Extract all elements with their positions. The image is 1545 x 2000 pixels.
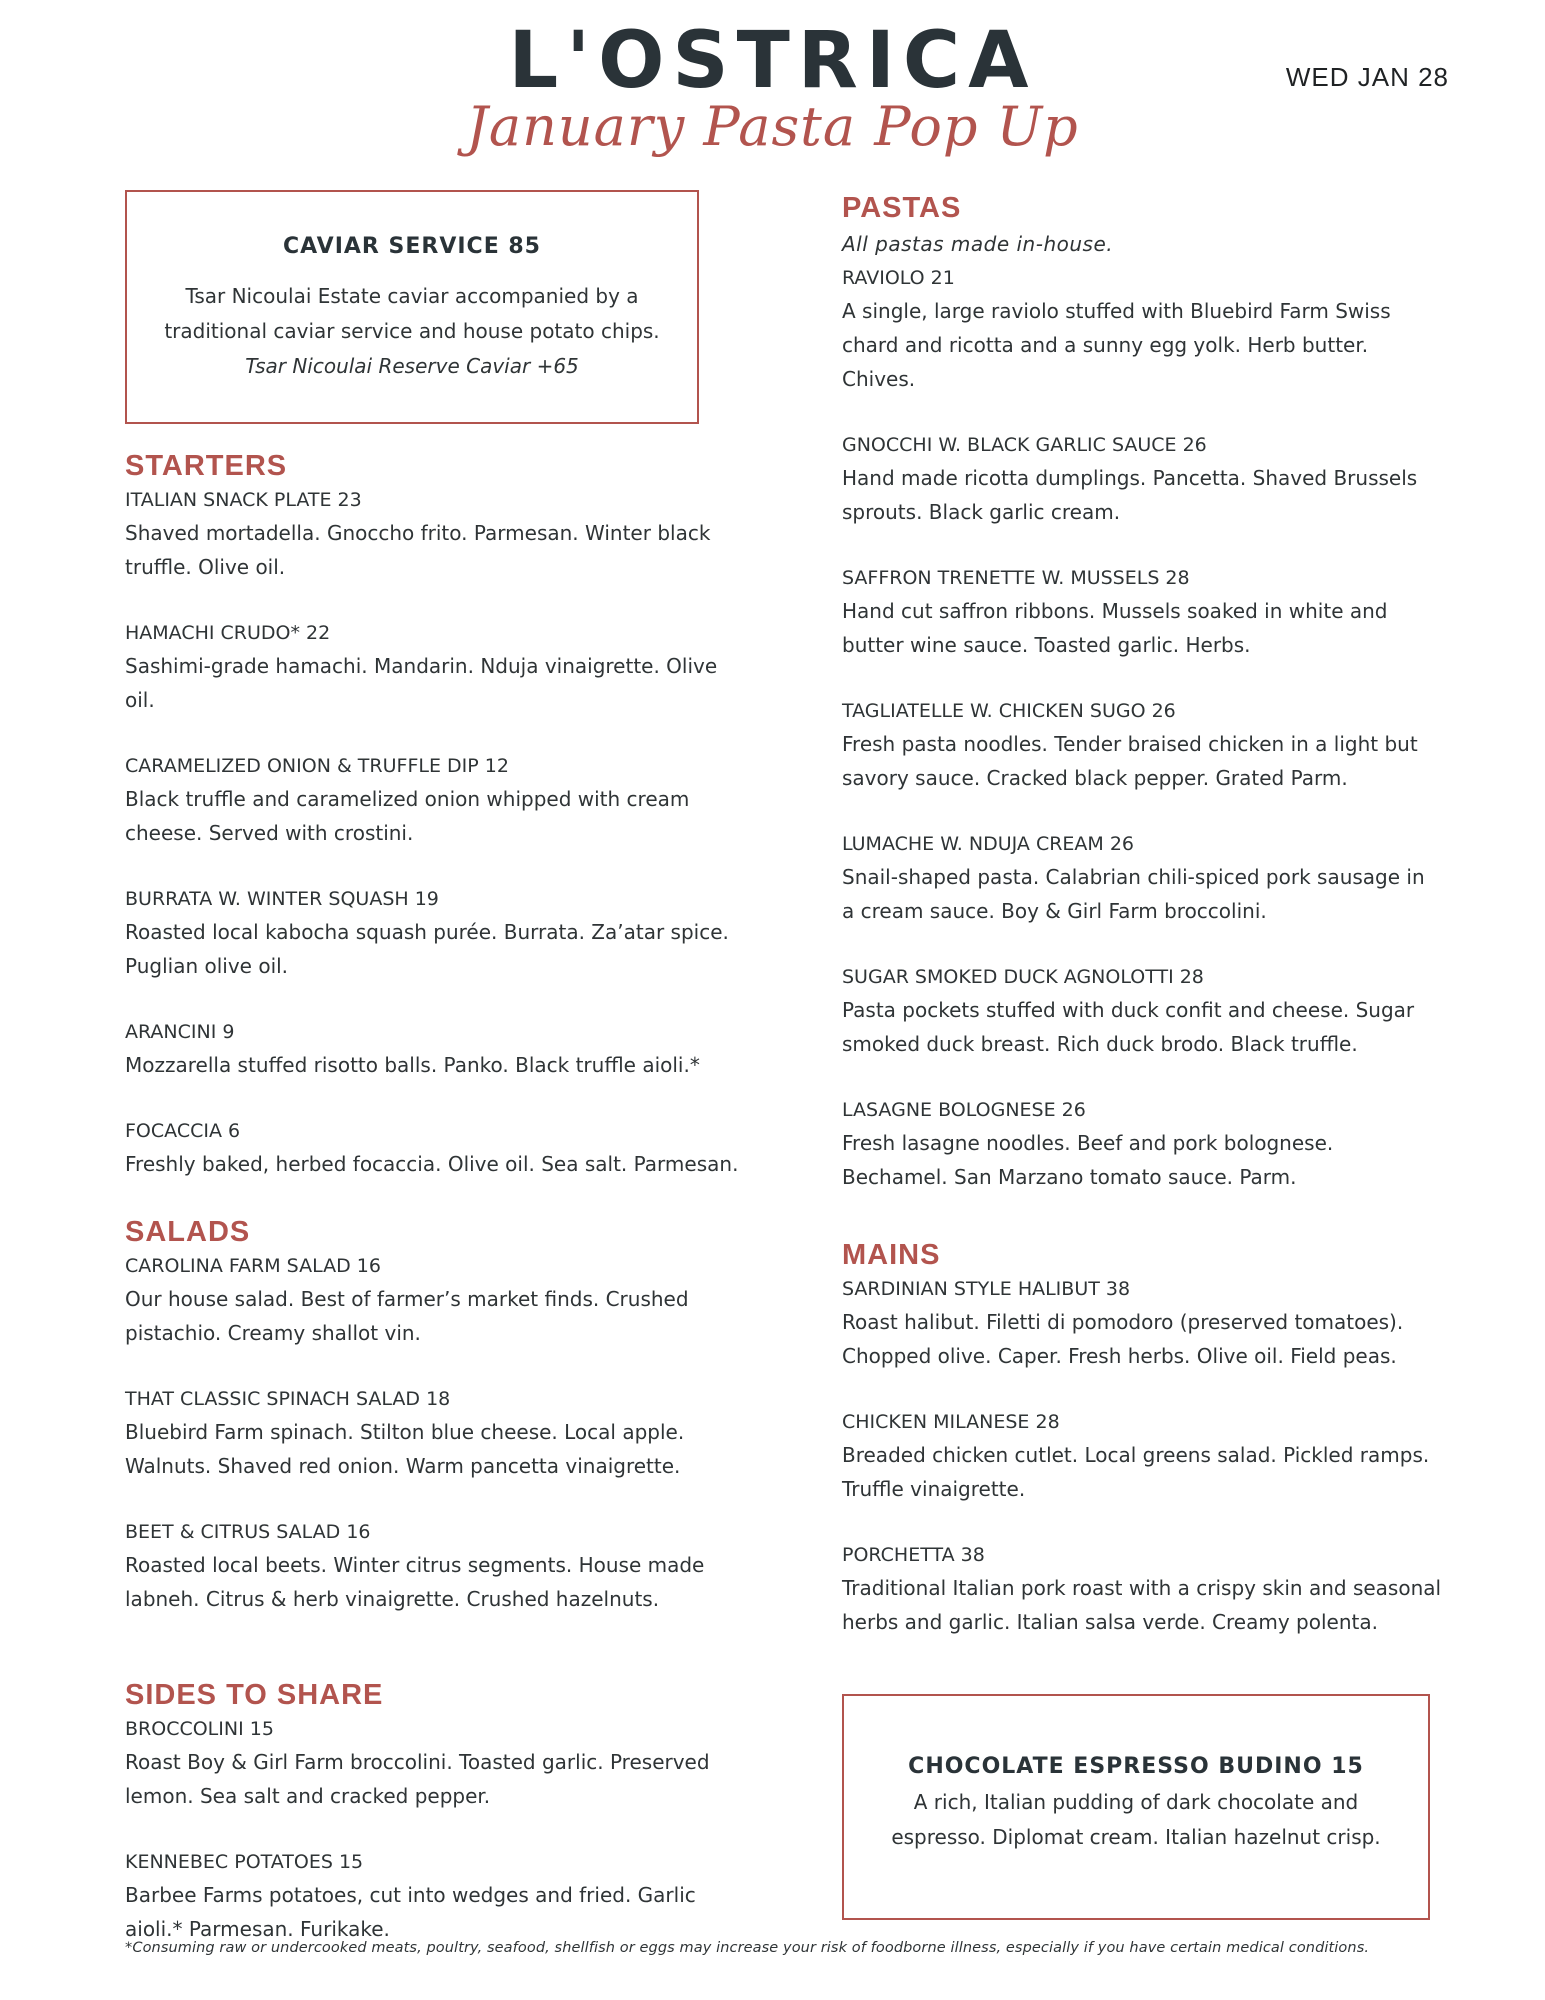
item-description: Breaded chicken cutlet. Local greens salad. Pickled ramps. Truffle vinaigrette. [842,1443,1430,1501]
menu-subtitle: January Pasta Pop Up [466,95,1079,158]
menu-item [842,1539,1442,1639]
menu-item [842,429,1442,529]
menu-item [842,1273,1442,1373]
dessert-title: CHOCOLATE ESPRESSO BUDINO 15 [908,1754,1364,1779]
menu-item [125,1250,745,1350]
menu-item [125,1115,745,1181]
menu-item [125,617,745,717]
item-name: KENNEBEC POTATOES 15 [125,1851,364,1873]
section-title-starters: STARTERS [125,450,288,482]
item-description: Roasted local kabocha squash purée. Burrata. Za’atar spice. Puglian olive oil. [125,920,729,978]
item-name: SUGAR SMOKED DUCK AGNOLOTTI 28 [842,966,1204,988]
pastas-note: All pastas made in-house. [842,232,1114,256]
foodborne-illness-disclaimer: *Consuming raw or undercooked meats, poultry, seafood, shellfish or eggs may increase your risk of foodborne illness, especially if you have certain medical conditions. [125,1940,1370,1956]
starters-list [125,484,745,1181]
section-title-pastas: PASTAS [842,192,962,224]
menu-item [125,1846,745,1946]
menu-item [125,883,745,983]
item-description: Hand made ricotta dumplings. Pancetta. Shaved Brussels sprouts. Black garlic cream. [842,466,1418,524]
menu-item [125,484,745,584]
item-description: Bluebird Farm spinach. Stilton blue cheese. Local apple. Walnuts. Shaved red onion. Warm pancetta vinaigrette. [125,1420,685,1478]
menu-header [0,0,1545,190]
item-description: Pasta pockets stuffed with duck confit and cheese. Sugar smoked duck breast. Rich duck brodo. Black truffle. [842,998,1415,1056]
section-title-sides: SIDES TO SHARE [125,1679,384,1711]
item-name: CHICKEN MILANESE 28 [842,1411,1060,1433]
caviar-description: Tsar Nicoulai Estate caviar accompanied by a traditional caviar service and house potato chips. [164,284,660,343]
item-name: RAVIOLO 21 [842,267,955,289]
item-description: Barbee Farms potatoes, cut into wedges and fried. Garlic aioli.* Parmesan. Furikake. [125,1883,696,1941]
item-name: HAMACHI CRUDO* 22 [125,622,331,644]
item-description: Fresh pasta noodles. Tender braised chicken in a light but savory sauce. Cracked black pepper. Grated Parm. [842,732,1418,790]
item-name: LUMACHE W. NDUJA CREAM 26 [842,833,1135,855]
mains-list [842,1273,1442,1639]
menu-item [842,828,1442,928]
item-name: ITALIAN SNACK PLATE 23 [125,489,362,511]
item-description: Our house salad. Best of farmer’s market finds. Crushed pistachio. Creamy shallot vin. [125,1287,689,1345]
section-title-salads: SALADS [125,1216,251,1248]
item-name: TAGLIATELLE W. CHICKEN SUGO 26 [842,700,1176,722]
item-name: BROCCOLINI 15 [125,1718,274,1740]
item-description: Snail-shaped pasta. Calabrian chili-spiced pork sausage in a cream sauce. Boy & Girl Farm broccolini. [842,865,1425,923]
item-description: Black truffle and caramelized onion whipped with cream cheese. Served with crostini. [125,787,690,845]
menu-item [842,1094,1442,1194]
item-description: Hand cut saffron ribbons. Mussels soaked in white and butter wine sauce. Toasted garlic. Herbs. [842,599,1388,657]
item-description: Traditional Italian pork roast with a crispy skin and seasonal herbs and garlic. Italian salsa verde. Creamy polenta. [842,1576,1442,1634]
section-pastas [842,190,1442,1194]
item-description: Roast halibut. Filetti di pomodoro (preserved tomatoes). Chopped olive. Caper. Fresh herbs. Olive oil. Field peas. [842,1310,1404,1368]
menu-item [842,695,1442,795]
menu-item [125,1016,745,1082]
menu-item [842,262,1442,396]
item-name: CAROLINA FARM SALAD 16 [125,1255,381,1277]
item-description: Shaved mortadella. Gnoccho frito. Parmesan. Winter black truffle. Olive oil. [125,521,711,579]
caviar-note: Tsar Nicoulai Reserve Caviar +65 [245,354,579,378]
menu-item [125,1516,745,1616]
section-mains [842,1237,1442,1639]
item-description: Sashimi-grade hamachi. Mandarin. Nduja vinaigrette. Olive oil. [125,654,718,712]
menu-item [842,961,1442,1061]
caviar-service-box [125,190,699,424]
section-salads [125,1214,745,1616]
item-description: A single, large raviolo stuffed with Bluebird Farm Swiss chard and ricotta and a sunny egg yolk. Herb butter. Chives. [842,299,1391,391]
item-description: Freshly baked, herbed focaccia. Olive oil. Sea salt. Parmesan. [125,1152,739,1176]
section-starters [125,448,745,1181]
salads-list [125,1250,745,1616]
item-description: Mozzarella stuffed risotto balls. Panko. Black truffle aioli.* [125,1053,700,1077]
dessert-description: A rich, Italian pudding of dark chocolate and espresso. Diplomat cream. Italian hazelnut crisp. [891,1790,1381,1849]
item-name: BURRATA W. WINTER SQUASH 19 [125,888,439,910]
item-name: GNOCCHI W. BLACK GARLIC SAUCE 26 [842,434,1207,456]
item-name: BEET & CITRUS SALAD 16 [125,1521,371,1543]
menu-item [125,750,745,850]
section-sides [125,1677,745,1946]
item-name: THAT CLASSIC SPINACH SALAD 18 [125,1388,451,1410]
item-description: Roasted local beets. Winter citrus segments. House made labneh. Citrus & herb vinaigrette. Crushed hazelnuts. [125,1553,705,1611]
menu-item [842,562,1442,662]
menu-item [842,1406,1442,1506]
left-column [125,190,745,1979]
dessert-box [842,1694,1430,1920]
item-name: ARANCINI 9 [125,1021,235,1043]
item-name: PORCHETTA 38 [842,1544,985,1566]
right-column [842,190,1442,1920]
menu-item [125,1383,745,1483]
menu-item [125,1713,745,1813]
pastas-list [842,262,1442,1194]
item-name: FOCACCIA 6 [125,1120,241,1142]
caviar-title: CAVIAR SERVICE 85 [283,234,541,259]
restaurant-logo: L'OSTRICA [508,16,1037,106]
item-name: SAFFRON TRENETTE W. MUSSELS 28 [842,567,1190,589]
sides-list [125,1713,745,1946]
item-description: Fresh lasagne noodles. Beef and pork bolognese. Bechamel. San Marzano tomato sauce. Parm. [842,1131,1334,1189]
item-description: Roast Boy & Girl Farm broccolini. Toasted garlic. Preserved lemon. Sea salt and cracked pepper. [125,1750,710,1808]
item-name: SARDINIAN STYLE HALIBUT 38 [842,1278,1131,1300]
section-title-mains: MAINS [842,1239,941,1271]
item-name: LASAGNE BOLOGNESE 26 [842,1099,1086,1121]
item-name: CARAMELIZED ONION & TRUFFLE DIP 12 [125,755,509,777]
menu-date: WED JAN 28 [1285,62,1449,92]
